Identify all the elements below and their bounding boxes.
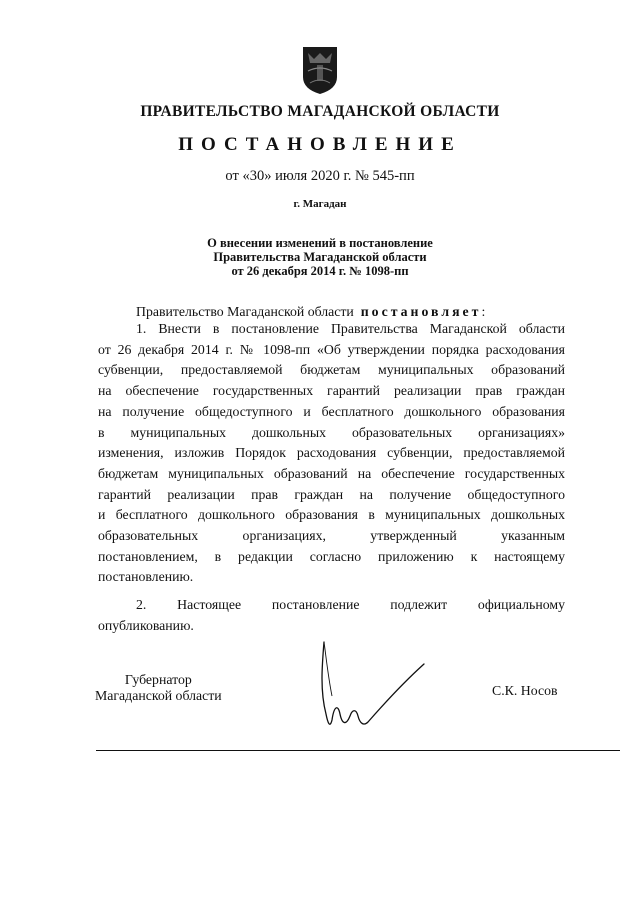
resolution-intro bbox=[136, 304, 485, 320]
document-date-number: от «30» июля 2020 г. № 545-пп bbox=[225, 168, 415, 184]
paragraph-line: субвенции, предоставляемой бюджетам муниципальных образований bbox=[98, 362, 565, 378]
paragraph-line: от 26 декабря 2014 г. № 1098-пп «Об утверждении порядка расходования bbox=[98, 341, 565, 357]
paragraph-line: постановлением, в редакции согласно приложению к настоящему bbox=[98, 548, 565, 564]
paragraph-line: на обеспечение государственных гарантий реализации прав граждан bbox=[98, 383, 565, 399]
paragraph-line: гарантий реализации прав граждан на получение общедоступного bbox=[98, 486, 565, 502]
paragraph-line: образовательных организациях, утвержденный указанным bbox=[98, 528, 565, 544]
paragraph-2 bbox=[98, 595, 565, 636]
paragraph-1 bbox=[98, 319, 565, 588]
coat-of-arms-emblem bbox=[300, 45, 340, 95]
paragraph-line: постановлению. bbox=[98, 569, 194, 585]
paragraph-line: опубликованию. bbox=[98, 617, 194, 633]
paragraph-line: и бесплатного дошкольного образования в муниципальных дошкольных bbox=[98, 507, 565, 523]
intro-colon: : bbox=[481, 304, 486, 319]
page-divider-line bbox=[96, 750, 620, 751]
paragraph-line: на получение общедоступного и бесплатного дошкольного образования bbox=[98, 403, 565, 419]
paragraph-line: в муниципальных дошкольных образовательных организациях» bbox=[98, 424, 565, 440]
document-type-title: ПОСТАНОВЛЕНИЕ bbox=[178, 134, 462, 155]
signatory-name: С.К. Носов bbox=[492, 683, 558, 698]
intro-verb: постановляет bbox=[360, 304, 482, 319]
intro-text: Правительство Магаданской области bbox=[136, 304, 354, 319]
paragraph-line: 1. Внести в постановление Правительства Магаданской области bbox=[136, 321, 565, 336]
signatory-position bbox=[95, 672, 222, 704]
organization-title: ПРАВИТЕЛЬСТВО МАГАДАНСКОЙ ОБЛАСТИ bbox=[140, 103, 500, 120]
handwritten-signature bbox=[312, 636, 432, 736]
document-subject bbox=[0, 236, 640, 278]
subject-line: от 26 декабря 2014 г. № 1098-пп bbox=[231, 264, 409, 278]
paragraph-line: 2. Настоящее постановление подлежит официальному bbox=[136, 597, 565, 612]
paragraph-line: изменения, изложив Порядок расходования субвенции, предоставляемой bbox=[98, 445, 565, 461]
position-line: Магаданской области bbox=[95, 688, 222, 703]
document-city: г. Магадан bbox=[293, 198, 347, 210]
paragraph-line: бюджетам муниципальных образований на обеспечение государственных bbox=[98, 465, 565, 481]
subject-line: О внесении изменений в постановление bbox=[207, 236, 433, 250]
position-line: Губернатор bbox=[124, 672, 192, 687]
subject-line: Правительства Магаданской области bbox=[213, 250, 427, 264]
